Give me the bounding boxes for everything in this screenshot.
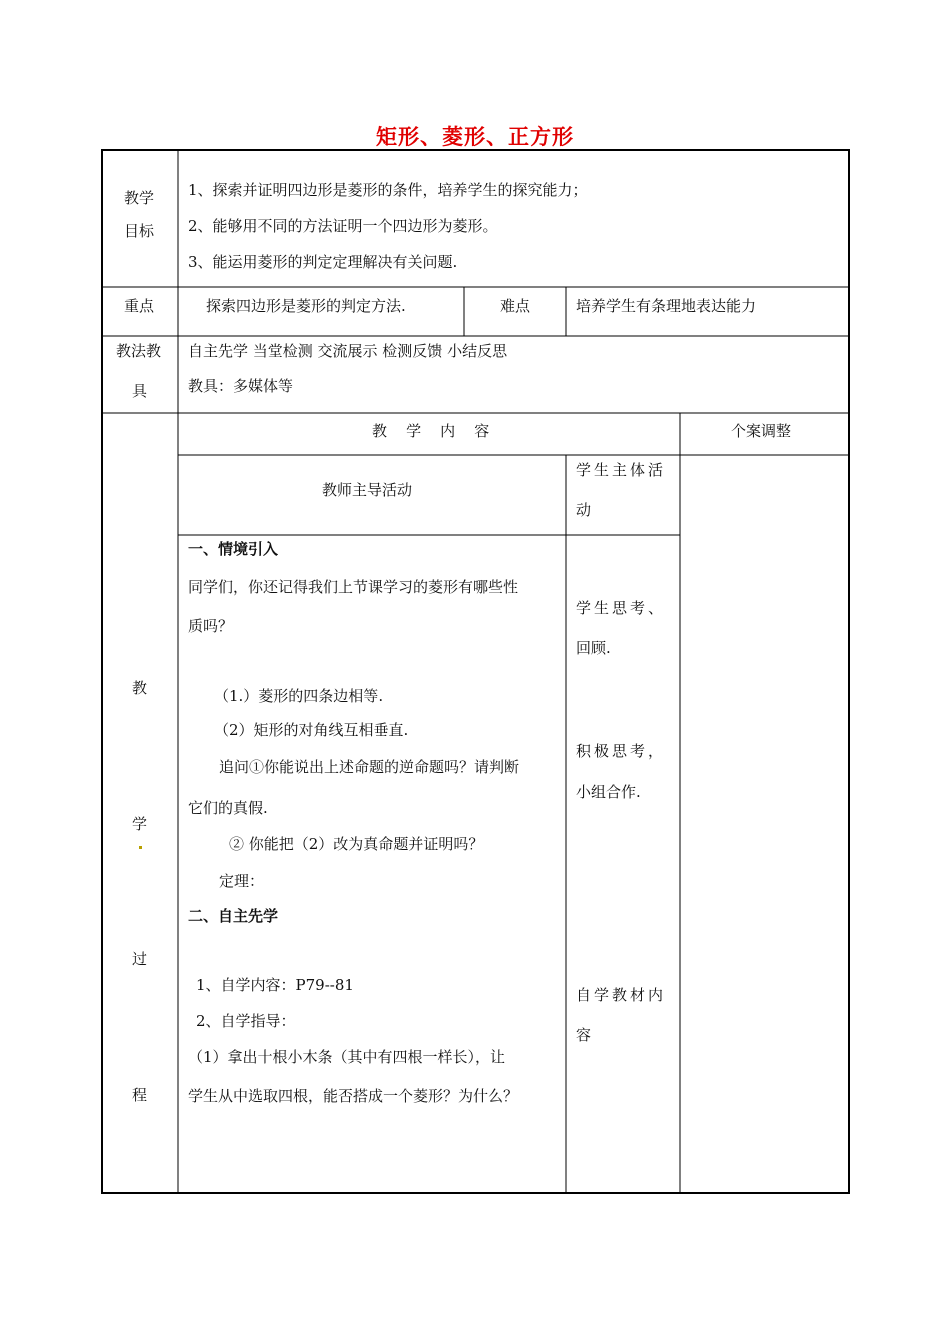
objectives-label-line2: 目标 xyxy=(124,222,155,240)
teacher-line: ② 你能把（2）改为真命题并证明吗？ xyxy=(229,835,484,853)
student-line: 积极思考， xyxy=(576,742,667,760)
stray-mark xyxy=(139,846,142,849)
key-point-label: 重点 xyxy=(124,297,155,315)
teacher-line: 学生从中选取四根，能否搭成一个菱形？为什么？ xyxy=(188,1087,519,1105)
teacher-line: 定理： xyxy=(219,872,265,890)
teacher-line: 2、自学指导： xyxy=(196,1012,296,1030)
difficulty-label: 难点 xyxy=(500,297,531,315)
student-line: 回顾. xyxy=(576,639,611,657)
section-heading-intro: 一、情境引入 xyxy=(188,540,279,558)
objective-item-3: 3、能运用菱形的判定定理解决有关问题. xyxy=(188,253,458,271)
student-line: 容 xyxy=(576,1026,592,1044)
teacher-activity-header: 教师主导活动 xyxy=(322,481,413,499)
methods-label-line2: 具 xyxy=(132,382,148,400)
adjust-header: 个案调整 xyxy=(731,422,792,440)
objective-item-2: 2、能够用不同的方法证明一个四边形为菱形。 xyxy=(188,217,498,235)
student-line: 自学教材内 xyxy=(576,986,667,1004)
student-activity-header-line2: 动 xyxy=(576,501,592,519)
teacher-line: 它们的真假. xyxy=(188,799,268,817)
student-activity-header-line1: 学生主体活 xyxy=(576,461,667,479)
section-heading-self-study: 二、自主先学 xyxy=(188,907,279,925)
teacher-line: （2）矩形的对角线互相垂直. xyxy=(214,721,409,739)
key-point-value: 探索四边形是菱形的判定方法. xyxy=(206,297,406,315)
teacher-line: （1）拿出十根小木条（其中有四根一样长），让 xyxy=(188,1048,506,1066)
process-label-jiao: 教 xyxy=(132,679,148,697)
process-label-guo: 过 xyxy=(132,950,148,968)
content-header: 教 学 内 容 xyxy=(372,422,490,440)
student-line: 小组合作. xyxy=(576,783,641,801)
teacher-line: 质吗？ xyxy=(188,617,234,635)
teacher-line: 追问①你能说出上述命题的逆命题吗？请判断 xyxy=(219,758,520,776)
objective-item-1: 1、探索并证明四边形是菱形的条件，培养学生的探究能力； xyxy=(188,181,588,199)
process-label-cheng: 程 xyxy=(132,1086,148,1104)
teacher-line: （1.）菱形的四条边相等. xyxy=(214,687,384,705)
teacher-line: 1、自学内容：P79--81 xyxy=(196,976,354,994)
methods-label-line1: 教法教 xyxy=(116,342,162,360)
student-line: 学生思考、 xyxy=(576,599,667,617)
objectives-label-line1: 教学 xyxy=(124,189,155,207)
teaching-aids: 教具：多媒体等 xyxy=(188,377,294,395)
process-label-xue: 学 xyxy=(132,815,148,833)
document-title: 矩形、菱形、正方形 xyxy=(376,124,574,149)
teacher-line: 同学们，你还记得我们上节课学习的菱形有哪些性 xyxy=(188,578,519,596)
methods-list: 自主先学 当堂检测 交流展示 检测反馈 小结反思 xyxy=(188,342,508,360)
difficulty-value: 培养学生有条理地表达能力 xyxy=(576,297,757,315)
